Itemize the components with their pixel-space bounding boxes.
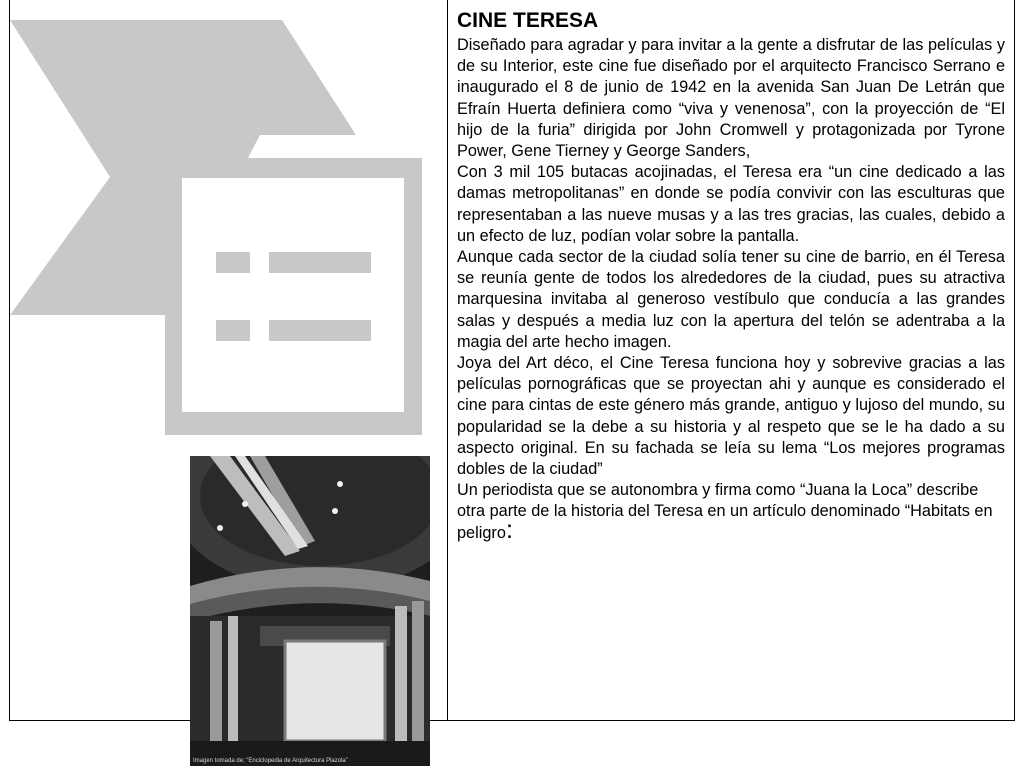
article-text (457, 7, 1005, 544)
paragraph-5 (457, 480, 1005, 544)
document-list-logo-icon (10, 20, 430, 440)
column-divider (447, 0, 448, 721)
article-title: CINE TERESA (457, 9, 599, 32)
paragraph-2: Con 3 mil 105 butacas acojinadas, el Teresa era “un cine dedicado a las damas metropolitanas” en donde se podía convivir con las esculturas que representaban a las nueve musas y a las tres gracias, las cuales, debido a un efecto de luz, podían volar sobre la pantalla. (457, 163, 1005, 245)
paragraph-5-text: Un periodista que se autonombra y firma como “Juana la Loca” describe otra parte de la historia del Teresa en un artículo denominado “Habitats en peligro (457, 481, 993, 542)
paragraph-3: Aunque cada sector de la ciudad solía tener su cine de barrio, en él Teresa se reunía gente de todos los alrededores de la ciudad, pues su atractiva marquesina invitaba al generoso vestíbulo que conducía a las grandes salas y después a media luz con la apertura del telón se adentraba a la magia del arte hecho imagen. (457, 248, 1005, 351)
photo-credit: Imagen tomada de; “Enciclopedia de Arquitectura Plazola” (193, 758, 348, 764)
paragraph-5-colon: : (505, 513, 514, 544)
paragraph-4: Joya del Art déco, el Cine Teresa funciona hoy y sobrevive gracias a las películas pornográficas que se proyectan ahi y aunque es considerado el cine para cintas de este género más grande, antiguo y lujoso del mundo, su popularidad se la debe a su historia y al respeto que se le ha dado a su aspecto original. En su fachada se leía su lema “Los mejores programas dobles de la ciudad” (457, 354, 1005, 479)
paragraph-1: Diseñado para agradar y para invitar a la gente a disfrutar de las películas y de su Interior, este cine fue diseñado por el arquitecto Francisco Serrano e inaugurado el 8 de junio de 1942 en la avenida San Juan De Letrán que Efraín Huerta definiera como “viva y venenosa”, con la proyección de “El hijo de la furia” dirigida por John Cromwell y protagonizada por Tyrone Power, Gene Tierney y George Sanders, (457, 36, 1005, 161)
cinema-interior-photo (190, 456, 430, 766)
